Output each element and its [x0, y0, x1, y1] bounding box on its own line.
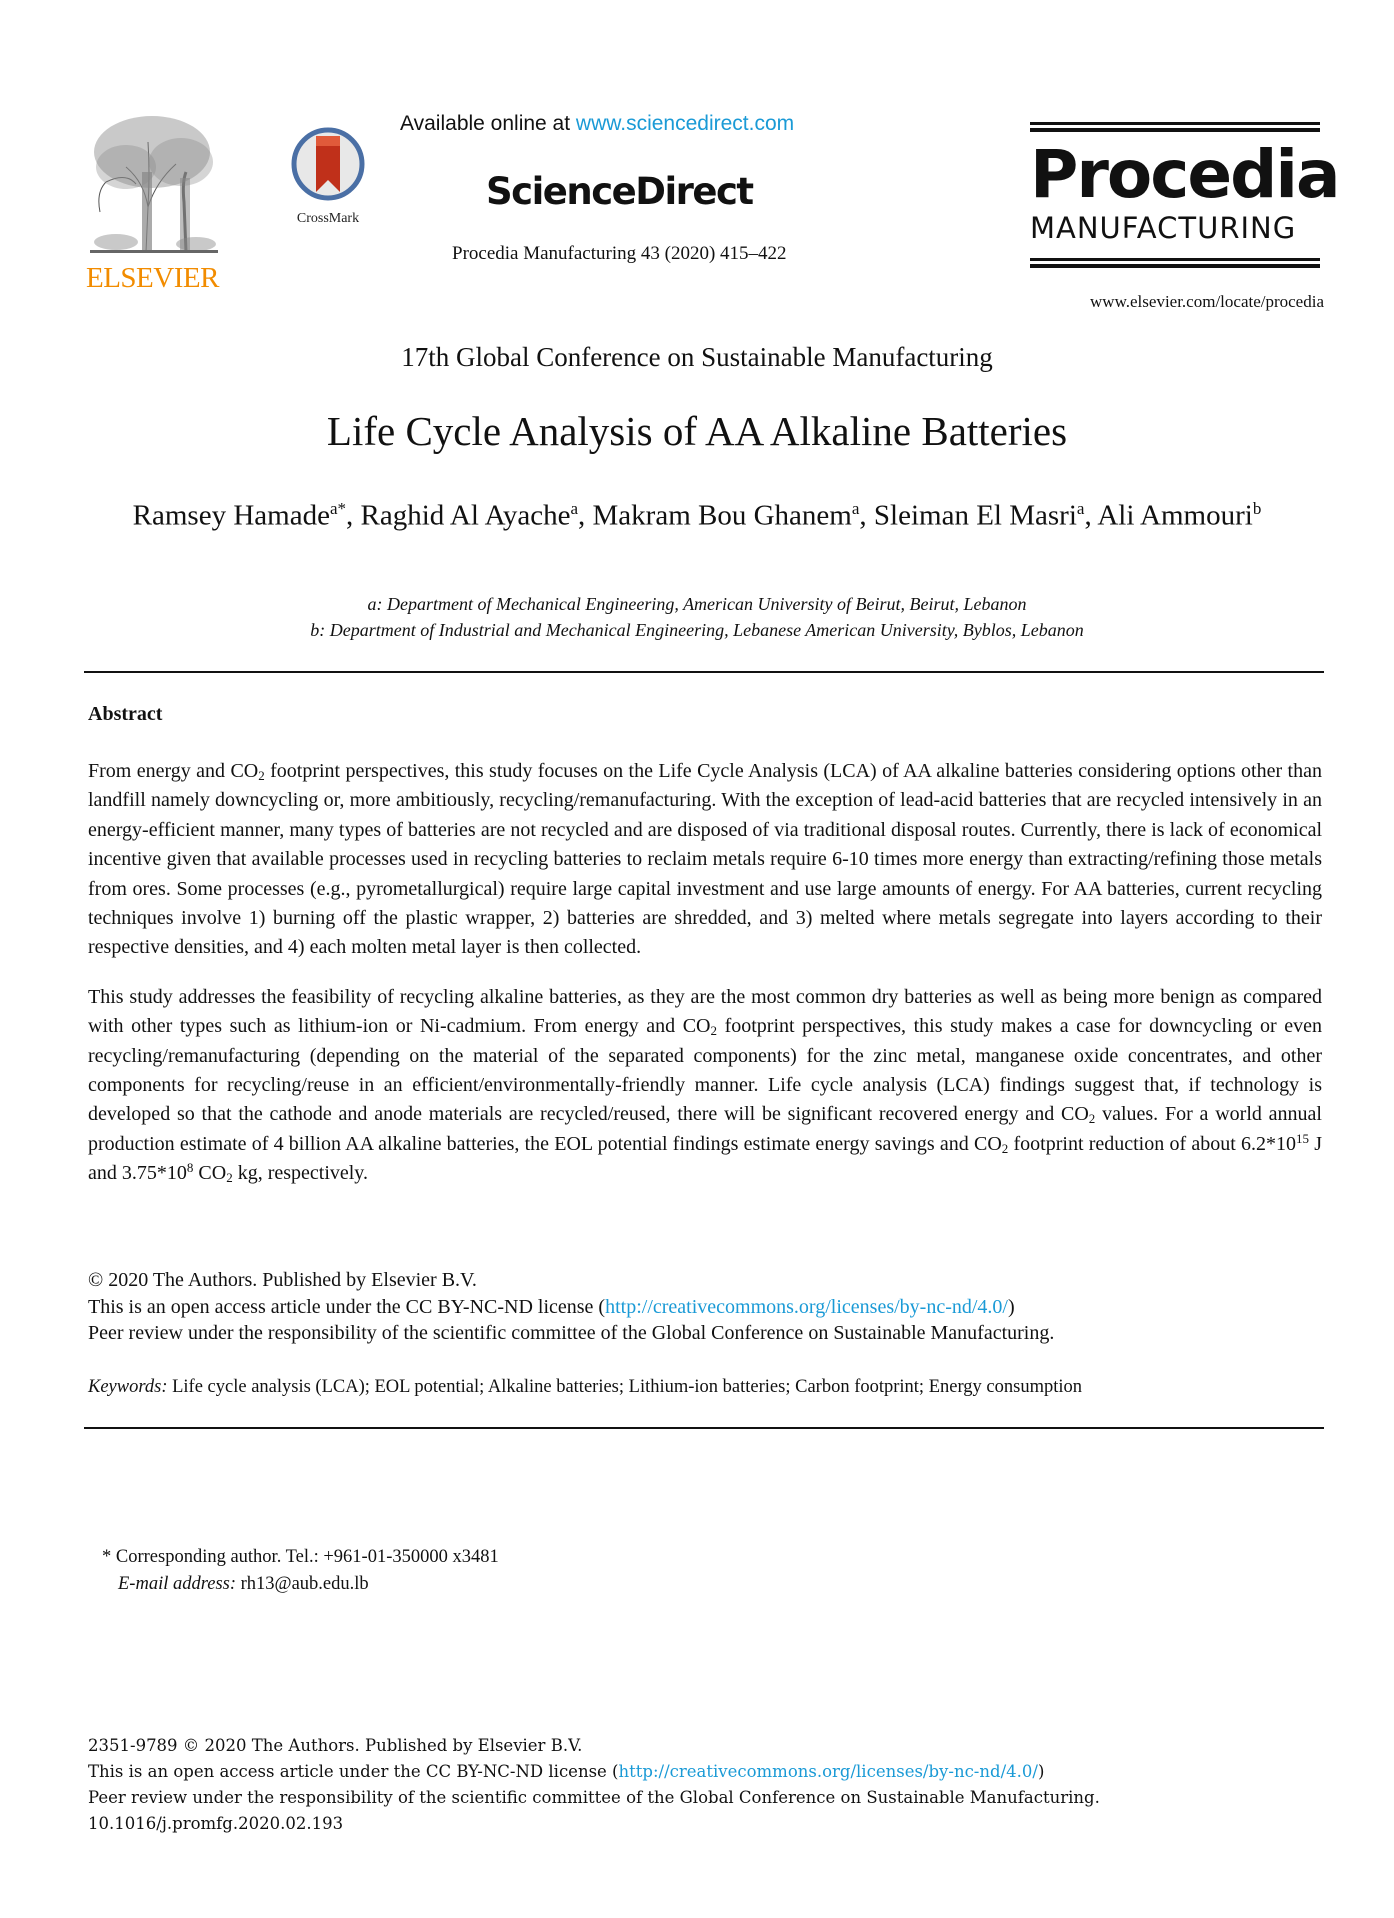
copyright-line: © 2020 The Authors. Published by Elsevier B.V.	[88, 1269, 477, 1291]
crossmark-icon	[290, 126, 366, 206]
elsevier-wordmark: ELSEVIER	[86, 262, 219, 294]
journal-reference: Procedia Manufacturing 43 (2020) 415–422	[452, 243, 787, 264]
available-online	[400, 112, 794, 136]
elsevier-logo	[86, 112, 224, 292]
crossmark-label: CrossMark	[296, 211, 360, 226]
abstract-body	[88, 757, 1322, 1209]
page-footer	[88, 1733, 1100, 1837]
email-line: E-mail address: rh13@aub.edu.lb	[118, 1574, 369, 1594]
keywords-label: Keywords:	[88, 1377, 168, 1397]
keywords-list: Life cycle analysis (LCA); EOL potential; Alkaline batteries; Lithium-ion batteries; Carbon footprint; Energy consumption	[167, 1377, 1082, 1397]
affiliation-b: b: Department of Industrial and Mechanical Engineering, Lebanese American University, Byblos, Lebanon	[310, 620, 1084, 640]
author-affil-mark: a*	[329, 499, 346, 518]
sciencedirect-link[interactable]: www.sciencedirect.com	[575, 112, 795, 135]
paper-title: Life Cycle Analysis of AA Alkaline Batteries	[326, 408, 1068, 454]
procedia-subtitle: MANUFACTURING	[1030, 211, 1297, 245]
author: Ramsey Hamade	[132, 499, 330, 532]
corresponding-author: * Corresponding author. Tel.: +961-01-350000 x3481	[102, 1547, 499, 1567]
author-affil-mark: b	[1252, 499, 1262, 518]
author: Sleiman El Masri	[873, 499, 1077, 532]
corresponding-footnote	[102, 1544, 499, 1598]
divider-bottom	[84, 1427, 1324, 1429]
license-line: This is an open access article under the CC BY-NC-ND license (http://creativecommons.org/licenses/by-nc-nd/4.0/)	[88, 1295, 1015, 1318]
sciencedirect-logo: ScienceDirect	[486, 170, 753, 213]
divider-top	[84, 671, 1324, 673]
affiliation-a: a: Department of Mechanical Engineering, American University of Beirut, Beirut, Lebanon	[367, 594, 1027, 614]
copyright-block	[88, 1267, 1054, 1347]
author-sep: ,	[859, 499, 874, 532]
peer-review-line: Peer review under the responsibility of the scientific committee of the Global Conference on Sustainable Manufacturing.	[88, 1322, 1055, 1344]
author: Makram Bou Ghanem	[592, 499, 852, 532]
crossmark-badge[interactable]	[283, 126, 373, 227]
email-address[interactable]: rh13@aub.edu.lb	[236, 1574, 369, 1594]
author-sep: ,	[1084, 499, 1098, 532]
logo-rule-top	[1030, 122, 1320, 132]
author: Ali Ammouri	[1097, 499, 1253, 532]
abstract-heading: Abstract	[88, 703, 163, 725]
issn-line: 2351-9789 © 2020 The Authors. Published by Elsevier B.V.	[88, 1736, 583, 1755]
author-sep: ,	[578, 499, 593, 532]
author-sep: ,	[346, 499, 361, 532]
available-prefix: Available online at	[400, 112, 576, 135]
author: Raghid Al Ayache	[360, 499, 571, 532]
author-affil-mark: a	[1076, 499, 1085, 518]
footer-license-link[interactable]: http://creativecommons.org/licenses/by-nc-nd/4.0/	[618, 1762, 1038, 1781]
keywords	[88, 1377, 1082, 1398]
author-list	[80, 490, 1314, 535]
abstract-paragraph-1: From energy and $CO_2$ footprint perspectives, this study focuses on the Life Cycle Analysis (LCA) of AA alkaline batteries considering options other than landfill namely downcycling or, more ambitiously, recycling/remanufacturing. With the exception of lead-acid batteries that are recycled intensively in an energy-efficient manner, many types of batteries are not recycled and are disposed of via traditional disposal routes. Currently, there is lack of economical incentive given that available processes used in recycling batteries to reclaim metals require 6-10 times more energy than extracting/refining those metals from ores. Some processes (e.g., pyrometallurgical) require large capital investment and use large amounts of energy. For AA batteries, current recycling techniques involve 1) burning off the plastic wrapper, 2) batteries are shredded, and 3) melted where metals segregate into layers according to their respective densities, and 4) each molten metal layer is then collected.	[88, 760, 1322, 959]
logo-rule-bottom	[1030, 258, 1320, 268]
license-link[interactable]: http://creativecommons.org/licenses/by-nc-nd/4.0/	[605, 1295, 1008, 1318]
journal-url[interactable]: www.elsevier.com/locate/procedia	[1090, 292, 1324, 311]
abstract-paragraph-2: This study addresses the feasibility of recycling alkaline batteries, as they are the most common dry batteries as well as being more benign as compared with other types such as lithium-ion or Ni-cadmium. From energy and $CO_2$ footprint perspectives, this study makes a case for downcycling or even recycling/remanufacturing (depending on the material of the separated components) for the zinc metal, manganese oxide concentrates, and other components for recycling/reuse in an efficient/environmentally-friendly manner. Life cycle analysis (LCA) findings suggest that, if technology is developed so that the cathode and anode materials are recycled/reused, there will be significant recovered energy and $CO_2$ values. For a world annual production estimate of 4 billion AA alkaline batteries, the EOL potential findings estimate energy savings and $CO_2$ footprint reduction of about $6.2*10^{15}$ J and $3.75*10^8$ $CO_2$ kg, respectively.	[88, 985, 1322, 1186]
procedia-logo	[1030, 122, 1339, 268]
conference-name: 17th Global Conference on Sustainable Manufacturing	[401, 342, 993, 372]
author-affil-mark: a	[851, 499, 860, 518]
footer-license-line: This is an open access article under the CC BY-NC-ND license (http://creativecommons.org/licenses/by-nc-nd/4.0/)	[88, 1762, 1045, 1781]
procedia-wordmark: Procedia	[1030, 136, 1339, 213]
footer-peer-review: Peer review under the responsibility of the scientific committee of the Global Conference on Sustainable Manufacturing.	[88, 1788, 1100, 1807]
doi[interactable]: 10.1016/j.promfg.2020.02.193	[88, 1814, 344, 1833]
author-affil-mark: a	[570, 499, 579, 518]
elsevier-tree-icon	[86, 112, 220, 254]
